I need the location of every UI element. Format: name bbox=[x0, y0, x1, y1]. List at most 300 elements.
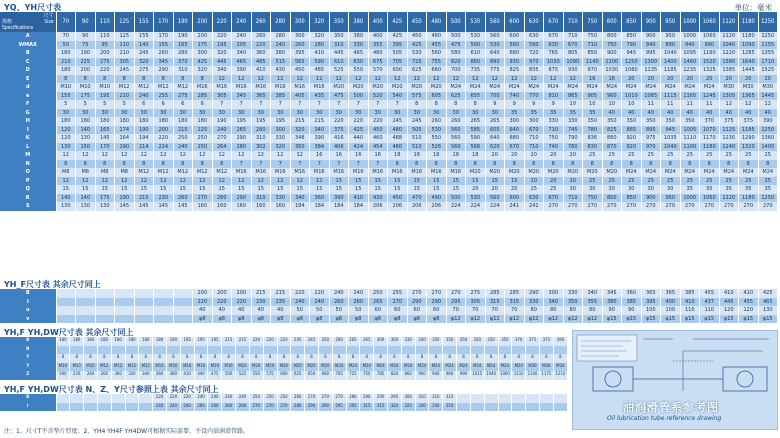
table-cell: 7 bbox=[368, 160, 388, 169]
table-cell: 30 bbox=[446, 109, 466, 118]
table-cell: 12 bbox=[251, 75, 271, 84]
table-cell: 245 bbox=[291, 337, 305, 346]
table-cell: φ15 bbox=[622, 315, 642, 324]
header-size-cell: 125 bbox=[115, 12, 135, 32]
table-cell: 8 bbox=[193, 75, 213, 84]
table-cell: 380 bbox=[167, 371, 181, 380]
row-label: I bbox=[0, 126, 56, 135]
table-cell: 140 bbox=[134, 41, 154, 50]
table-cell bbox=[374, 346, 388, 355]
table-cell: 8 bbox=[115, 75, 135, 84]
row-label: WMAX bbox=[0, 41, 56, 50]
table-cell: 25 bbox=[661, 151, 681, 160]
table-cell: 530 bbox=[407, 49, 427, 58]
table-cell: 350 bbox=[457, 337, 471, 346]
table-cell: 12 bbox=[427, 75, 447, 84]
table-cell: 1360 bbox=[758, 134, 778, 143]
table-cell: 120 bbox=[56, 134, 76, 143]
table-cell: 454 bbox=[368, 143, 388, 152]
table-cell: 16 bbox=[310, 151, 330, 160]
table-cell: 240 bbox=[232, 32, 252, 41]
table-cell: φ8 bbox=[329, 315, 349, 324]
table-cell: 8 bbox=[583, 160, 603, 169]
table-cell: 15 bbox=[310, 185, 330, 194]
table-cell: 220 bbox=[251, 41, 271, 50]
table-cell: 30 bbox=[271, 109, 291, 118]
table-cell: 205 bbox=[232, 41, 252, 50]
table-cell: 390 bbox=[758, 117, 778, 126]
table-cell: 20 bbox=[524, 151, 544, 160]
table-cell: 195 bbox=[95, 92, 115, 101]
table-cell: 220 bbox=[263, 337, 277, 346]
table-cell: 241 bbox=[505, 202, 525, 211]
table-cell: M16 bbox=[310, 168, 330, 177]
table-cell: 500 bbox=[446, 32, 466, 41]
table-cell: 80 bbox=[524, 306, 544, 315]
table-cell: 290 bbox=[360, 394, 374, 403]
table-cell: 245 bbox=[305, 337, 319, 346]
table-cell: 870 bbox=[602, 143, 622, 152]
table-cell: 355 bbox=[583, 298, 603, 307]
table-cell: 70 bbox=[485, 306, 505, 315]
table-cell: 370 bbox=[173, 58, 193, 67]
table-cell: M12 bbox=[139, 363, 153, 372]
table-cell: 210 bbox=[115, 92, 135, 101]
table-cell: 18 bbox=[446, 151, 466, 160]
table-cell: M8 bbox=[56, 168, 76, 177]
table-cell: 460 bbox=[368, 134, 388, 143]
table-cell: 437 bbox=[700, 298, 720, 307]
table-cell: 25 bbox=[739, 151, 759, 160]
table-cell: 1250 bbox=[758, 194, 778, 203]
header-size-cell: 560 bbox=[485, 12, 505, 32]
table-cell: 270 bbox=[758, 202, 778, 211]
table-cell: 15 bbox=[485, 177, 505, 186]
table-cell: 265 bbox=[346, 337, 360, 346]
table-cell: φ15 bbox=[758, 315, 778, 324]
table-cell: 515 bbox=[271, 58, 291, 67]
header-size-cell: 90 bbox=[76, 12, 96, 32]
table-cell: 275 bbox=[134, 66, 154, 75]
table-cell: 12 bbox=[329, 75, 349, 84]
table-cell: 8 bbox=[470, 354, 484, 363]
table-cell bbox=[97, 403, 111, 412]
row-label: B bbox=[0, 49, 56, 58]
table-cell: 220 bbox=[232, 298, 252, 307]
table-cell: 194 bbox=[134, 134, 154, 143]
table-cell: 775 bbox=[485, 66, 505, 75]
table-cell: 25 bbox=[583, 177, 603, 186]
table-cell: 260 bbox=[173, 194, 193, 203]
table-cell: 705 bbox=[388, 58, 408, 67]
table-cell: 450 bbox=[368, 126, 388, 135]
table-cell: 285 bbox=[505, 289, 525, 298]
table-cell: 560 bbox=[485, 194, 505, 203]
main-table-title: YQ、YH尺寸表 bbox=[4, 3, 62, 12]
table-cell: 8 bbox=[524, 160, 544, 169]
table-cell: 270 bbox=[739, 202, 759, 211]
table-cell: 1305 bbox=[719, 92, 739, 101]
table-cell: 7 bbox=[232, 100, 252, 109]
table-cell: 40 bbox=[602, 109, 622, 118]
table-cell bbox=[360, 346, 374, 355]
table-cell: M24 bbox=[374, 363, 388, 372]
table-cell: 25 bbox=[739, 177, 759, 186]
table-cell: 490 bbox=[427, 194, 447, 203]
table-cell: 12 bbox=[349, 75, 369, 84]
table-cell: φ12 bbox=[563, 315, 583, 324]
table-cell: 425 bbox=[388, 32, 408, 41]
table-cell: 270 bbox=[388, 298, 408, 307]
table-cell: 560 bbox=[485, 32, 505, 41]
table-cell: 220 bbox=[167, 394, 181, 403]
table-cell bbox=[154, 306, 174, 315]
table-cell: 215 bbox=[251, 289, 271, 298]
table-cell: 315 bbox=[485, 298, 505, 307]
table-cell: 12 bbox=[173, 151, 193, 160]
table-cell: 180 bbox=[95, 117, 115, 126]
table-cell: 7 bbox=[368, 100, 388, 109]
table-cell: 12 bbox=[290, 75, 310, 84]
table-cell: φ15 bbox=[700, 315, 720, 324]
table-cell: 500 bbox=[466, 41, 486, 50]
table-cell: 90 bbox=[622, 306, 642, 315]
table-cell: 7 bbox=[232, 160, 252, 169]
table-cell: 206 bbox=[407, 202, 427, 211]
table-cell: 270 bbox=[563, 202, 583, 211]
table-cell: 560 bbox=[446, 143, 466, 152]
table-cell: 500 bbox=[446, 194, 466, 203]
table-cell: 195 bbox=[194, 337, 208, 346]
table-cell: 425 bbox=[193, 58, 213, 67]
header-size-cell: 710 bbox=[563, 12, 583, 32]
table-cell: M10 bbox=[56, 363, 70, 372]
table-cell: 8 bbox=[401, 354, 415, 363]
table-cell: 7 bbox=[251, 100, 271, 109]
table-cell: 40 bbox=[232, 306, 252, 315]
table-cell: 350 bbox=[583, 117, 603, 126]
table-cell: 740 bbox=[505, 92, 525, 101]
header-size-cell: 200 bbox=[193, 12, 213, 32]
table-cell: 488 bbox=[388, 134, 408, 143]
table-cell: 505 bbox=[388, 49, 408, 58]
table-row bbox=[0, 32, 778, 41]
table-cell: 720 bbox=[524, 49, 544, 58]
table-cell: 235 bbox=[271, 298, 291, 307]
table-cell: 350 bbox=[641, 117, 661, 126]
table-cell: 930 bbox=[563, 66, 583, 75]
table-cell: 225 bbox=[193, 126, 213, 135]
header-size-cell: 600 bbox=[505, 12, 525, 32]
table-cell: 12 bbox=[271, 177, 291, 186]
header-size-cell: 750 bbox=[583, 12, 603, 32]
table-cell: 320 bbox=[193, 66, 213, 75]
table-cell bbox=[153, 346, 167, 355]
table-cell: M16 bbox=[271, 168, 291, 177]
table-cell: 8 bbox=[360, 354, 374, 363]
header-size-cell: 500 bbox=[446, 12, 466, 32]
table-cell: 220 bbox=[212, 32, 232, 41]
table-cell: 300 bbox=[505, 117, 525, 126]
table-cell: 1080 bbox=[622, 66, 642, 75]
table-cell: 9 bbox=[485, 100, 505, 109]
table-cell: 1040 bbox=[661, 143, 681, 152]
table-cell: 600 bbox=[505, 32, 525, 41]
table-cell bbox=[111, 394, 125, 403]
table-cell: 465 bbox=[349, 49, 369, 58]
table-row bbox=[0, 134, 778, 143]
table-cell: 70 bbox=[56, 32, 76, 41]
header-corner bbox=[0, 12, 56, 32]
table-cell: 700 bbox=[446, 66, 466, 75]
table-cell: 220 bbox=[310, 289, 330, 298]
row-label: N bbox=[0, 346, 56, 355]
row-label: Q bbox=[0, 185, 56, 194]
table-cell: 8 bbox=[526, 354, 540, 363]
table-cell: 900 bbox=[641, 32, 661, 41]
table-cell bbox=[318, 346, 332, 355]
table-cell: 25 bbox=[719, 177, 739, 186]
table-cell: 30 bbox=[212, 109, 232, 118]
table-cell: 30 bbox=[115, 109, 135, 118]
table-cell: φ15 bbox=[719, 315, 739, 324]
table-cell: 565 bbox=[290, 58, 310, 67]
table-cell: 310 bbox=[443, 403, 457, 412]
table-cell: 740 bbox=[544, 143, 564, 152]
table-cell bbox=[512, 394, 526, 403]
table-cell: 12 bbox=[232, 151, 252, 160]
table-cell: 12 bbox=[212, 177, 232, 186]
table-cell: 215 bbox=[173, 126, 193, 135]
table-cell: 800 bbox=[602, 32, 622, 41]
table-cell: M20 bbox=[563, 168, 583, 177]
table-cell: 164 bbox=[115, 134, 135, 143]
table-cell: 945 bbox=[661, 126, 681, 135]
table-cell: 7 bbox=[212, 100, 232, 109]
table-main bbox=[0, 12, 778, 211]
table-cell: 650 bbox=[305, 371, 319, 380]
table-cell: 8 bbox=[388, 354, 402, 363]
table-cell: 30 bbox=[251, 109, 271, 118]
table-cell: 390 bbox=[553, 337, 567, 346]
table-cell: M24 bbox=[739, 168, 759, 177]
table-cell: 220 bbox=[193, 298, 213, 307]
table-cell bbox=[498, 346, 512, 355]
table-cell: 750 bbox=[583, 194, 603, 203]
table-cell: M16 bbox=[310, 83, 330, 92]
table-row bbox=[0, 315, 778, 324]
table-cell: 260 bbox=[236, 403, 250, 412]
table-cell: 1070 bbox=[700, 126, 720, 135]
table-cell: M12 bbox=[154, 83, 174, 92]
row-label: H bbox=[0, 117, 56, 126]
table-cell: 260 bbox=[251, 32, 271, 41]
table-cell: 30 bbox=[368, 109, 388, 118]
table-cell: 175 bbox=[193, 41, 213, 50]
table-cell: 240 bbox=[153, 403, 167, 412]
table-cell: 526 bbox=[427, 143, 447, 152]
table-cell: 8 bbox=[193, 160, 213, 169]
table-cell: 270 bbox=[719, 202, 739, 211]
table-cell: 10 bbox=[583, 100, 603, 109]
table-cell: 310 bbox=[415, 394, 429, 403]
table-cell: 15 bbox=[290, 185, 310, 194]
table-cell: 345 bbox=[232, 92, 252, 101]
table-cell: 330 bbox=[271, 134, 291, 143]
row-label: v bbox=[0, 315, 56, 324]
table-cell: M24 bbox=[401, 363, 415, 372]
table-cell: 200 bbox=[95, 49, 115, 58]
table-cell: 25 bbox=[622, 151, 642, 160]
table-cell: 365 bbox=[251, 92, 271, 101]
table-cell: M24 bbox=[505, 83, 525, 92]
row-label: Y bbox=[0, 354, 56, 363]
table-cell: 320 bbox=[310, 32, 330, 41]
table-cell: 660 bbox=[427, 66, 447, 75]
table-cell: 8 bbox=[407, 100, 427, 109]
table-cell: 8 bbox=[222, 354, 236, 363]
table-cell: 120 bbox=[719, 306, 739, 315]
table-cell: 275 bbox=[173, 92, 193, 101]
table-cell bbox=[553, 403, 567, 412]
table-cell: 184 bbox=[349, 202, 369, 211]
table-cell: 180 bbox=[56, 337, 70, 346]
table-cell: 8 bbox=[553, 354, 567, 363]
table-cell: 15 bbox=[212, 185, 232, 194]
table-cell: M20 bbox=[263, 363, 277, 372]
table-cell: 370 bbox=[700, 117, 720, 126]
header-spec-en: Specifications bbox=[2, 25, 34, 31]
table-cell: 110 bbox=[680, 306, 700, 315]
table-cell: 905 bbox=[583, 92, 603, 101]
table-cell: 380 bbox=[602, 298, 622, 307]
header-size-cell: 280 bbox=[271, 12, 291, 32]
table-cell: 275 bbox=[95, 58, 115, 67]
table-cell: 170 bbox=[95, 143, 115, 152]
table-cell: 210 bbox=[56, 58, 76, 67]
table-cell: 50 bbox=[310, 306, 330, 315]
table-cell: φ12 bbox=[446, 315, 466, 324]
table-cell: M12 bbox=[111, 363, 125, 372]
table-cell: 190 bbox=[173, 32, 193, 41]
table-cell: 1000 bbox=[680, 32, 700, 41]
table-nzy bbox=[0, 394, 568, 411]
table-cell: 12 bbox=[739, 100, 759, 109]
table-cell: 750 bbox=[544, 134, 564, 143]
table-cell bbox=[457, 394, 471, 403]
table-cell: 15 bbox=[154, 185, 174, 194]
table-cell: 25 bbox=[622, 177, 642, 186]
table-cell: 1115 bbox=[661, 92, 681, 101]
table-cell: 12 bbox=[173, 177, 193, 186]
table-cell: 360 bbox=[310, 194, 330, 203]
table-cell: 310 bbox=[251, 134, 271, 143]
table-cell: 670 bbox=[544, 32, 564, 41]
row-label: I bbox=[0, 403, 56, 412]
table-cell: 15 bbox=[95, 185, 115, 194]
table-cell: 300 bbox=[388, 337, 402, 346]
table-cell: 260 bbox=[194, 403, 208, 412]
table-cell: 8 bbox=[249, 354, 263, 363]
table-cell: 25 bbox=[719, 151, 739, 160]
table-cell bbox=[56, 315, 76, 324]
table-cell: 12 bbox=[466, 75, 486, 84]
table-cell: 340 bbox=[544, 298, 564, 307]
table-cell: 40 bbox=[193, 306, 213, 315]
table-cell bbox=[484, 403, 498, 412]
table-cell: M10 bbox=[56, 83, 76, 92]
table-cell: 655 bbox=[466, 92, 486, 101]
table-cell: φ8 bbox=[349, 315, 369, 324]
table-cell: 560 bbox=[505, 41, 525, 50]
table-cell: 1290 bbox=[739, 134, 759, 143]
table-cell: 440 bbox=[349, 134, 369, 143]
table-cell: φ12 bbox=[583, 315, 603, 324]
table-cell: 12 bbox=[193, 151, 213, 160]
table-cell: 840 bbox=[641, 41, 661, 50]
table-row bbox=[0, 346, 568, 355]
table-cell bbox=[111, 403, 125, 412]
table-cell: 410 bbox=[680, 298, 700, 307]
row-label: M bbox=[0, 151, 56, 160]
table-cell: 750 bbox=[583, 32, 603, 41]
table-cell: 8 bbox=[180, 354, 194, 363]
table-cell: M24 bbox=[470, 363, 484, 372]
table-cell bbox=[70, 346, 84, 355]
table-cell: 475 bbox=[329, 92, 349, 101]
table-cell: 7 bbox=[251, 160, 271, 169]
table-cell: 12 bbox=[76, 177, 96, 186]
table-cell: 15 bbox=[115, 185, 135, 194]
table-cell: 240 bbox=[134, 92, 154, 101]
table-cell: M12 bbox=[97, 363, 111, 372]
table-cell: 125 bbox=[115, 32, 135, 41]
table-cell: 270 bbox=[602, 202, 622, 211]
table-cell: 325 bbox=[401, 403, 415, 412]
table-cell bbox=[208, 346, 222, 355]
row-label: F bbox=[0, 100, 56, 109]
table-cell: 30 bbox=[622, 185, 642, 194]
table-cell: 320 bbox=[134, 58, 154, 67]
header-size-cell: 300 bbox=[290, 12, 310, 32]
table-cell: 180 bbox=[76, 117, 96, 126]
table-cell: 1240 bbox=[719, 143, 739, 152]
row-label: K bbox=[0, 134, 56, 143]
table-cell: 155 bbox=[56, 92, 76, 101]
table-cell: 220 bbox=[95, 66, 115, 75]
table-cell: 5 bbox=[56, 100, 76, 109]
table-row bbox=[0, 194, 778, 203]
table-cell bbox=[56, 394, 70, 403]
table-cell: 8 bbox=[641, 160, 661, 169]
table-cell: 8 bbox=[194, 354, 208, 363]
table-cell: M20 bbox=[427, 83, 447, 92]
table-cell: 705 bbox=[332, 371, 346, 380]
table-cell: 305 bbox=[346, 403, 360, 412]
table-cell: 30 bbox=[290, 109, 310, 118]
table-cell: 180 bbox=[154, 117, 174, 126]
header-size-cell: 530 bbox=[466, 12, 486, 32]
table-cell: M24 bbox=[443, 363, 457, 372]
table-cell: 480 bbox=[368, 49, 388, 58]
table-cell: φ12 bbox=[544, 315, 564, 324]
table-cell: 930 bbox=[505, 58, 525, 67]
table-cell: 120 bbox=[739, 306, 759, 315]
table-cell: 8 bbox=[719, 160, 739, 169]
table-cell: 745 bbox=[563, 126, 583, 135]
table-cell: 200 bbox=[212, 289, 232, 298]
table-cell bbox=[84, 346, 98, 355]
